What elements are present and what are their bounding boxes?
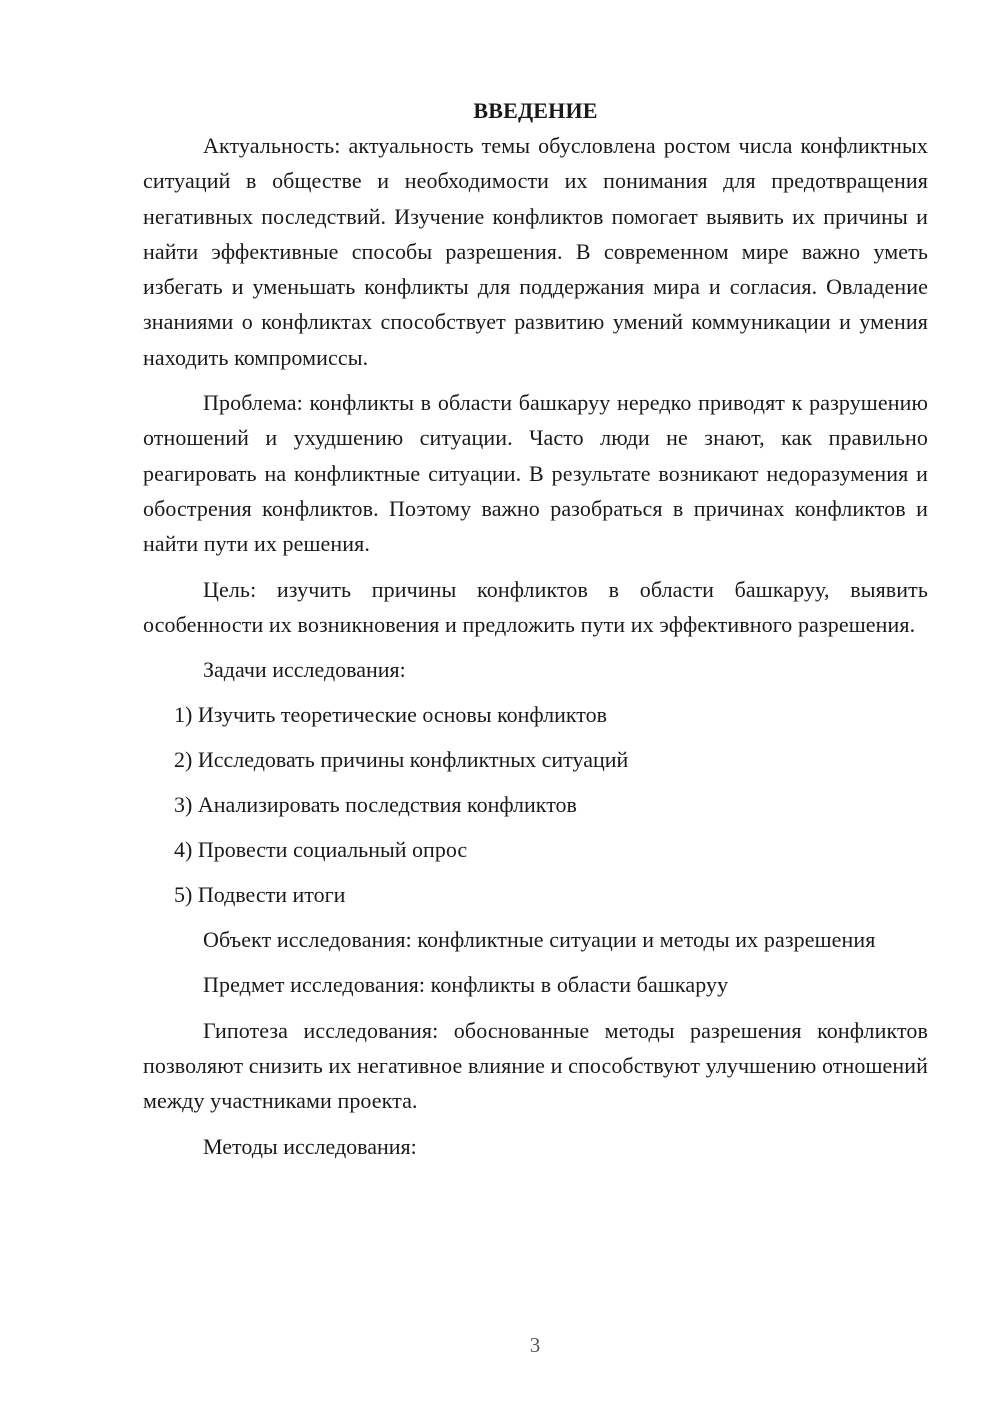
task-item: 1) Изучить теоретические основы конфликтов <box>174 702 607 728</box>
task-item: 2) Исследовать причины конфликтных ситуаций <box>174 747 629 773</box>
tasks-list <box>143 697 928 912</box>
subject-paragraph: Предмет исследования: конфликты в области башкаруу <box>203 972 729 998</box>
task-item: 4) Провести социальный опрос <box>174 837 468 863</box>
section-heading: ВВЕДЕНИЕ <box>473 98 598 123</box>
object-paragraph: Объект исследования: конфликтные ситуации и методы их разрешения <box>203 927 876 953</box>
page-number: 3 <box>529 1333 541 1357</box>
problem-paragraph: Проблема: конфликты в области башкаруу нередко приводят к разрушению отношений и ухудшению ситуации. Часто люди не знают, как правильно реагировать на конфликтные ситуации. В результате возникают недоразумения и обострения конфликтов. Поэтому важно разобраться в причинах конфликтов и найти пути их решения. <box>143 390 928 557</box>
task-item: 3) Анализировать последствия конфликтов <box>174 792 577 818</box>
tasks-title: Задачи исследования: <box>203 657 406 683</box>
task-item: 5) Подвести итоги <box>174 882 346 908</box>
document-page <box>143 93 928 1174</box>
methods-title: Методы исследования: <box>203 1133 417 1159</box>
relevance-paragraph: Актуальность: актуальность темы обусловлена ростом числа конфликтных ситуаций в обществе и необходимости их понимания для предотвращения негативных последствий. Изучение конфликтов помогает выявить их причины и найти эффективные способы разрешения. В современном мире важно уметь избегать и уменьшать конфликты для поддержания мира и согласия. Овладение знаниями о конфликтах способствует развитию умений коммуникации и умения находить компромиссы. <box>143 133 928 370</box>
hypothesis-paragraph: Гипотеза исследования: обоснованные методы разрешения конфликтов позволяют снизить их негативное влияние и способствуют улучшению отношений между участниками проекта. <box>143 1017 928 1114</box>
goal-paragraph: Цель: изучить причины конфликтов в области башкаруу, выявить особенности их возникновения и предложить пути их эффективного разрешения. <box>143 576 928 637</box>
